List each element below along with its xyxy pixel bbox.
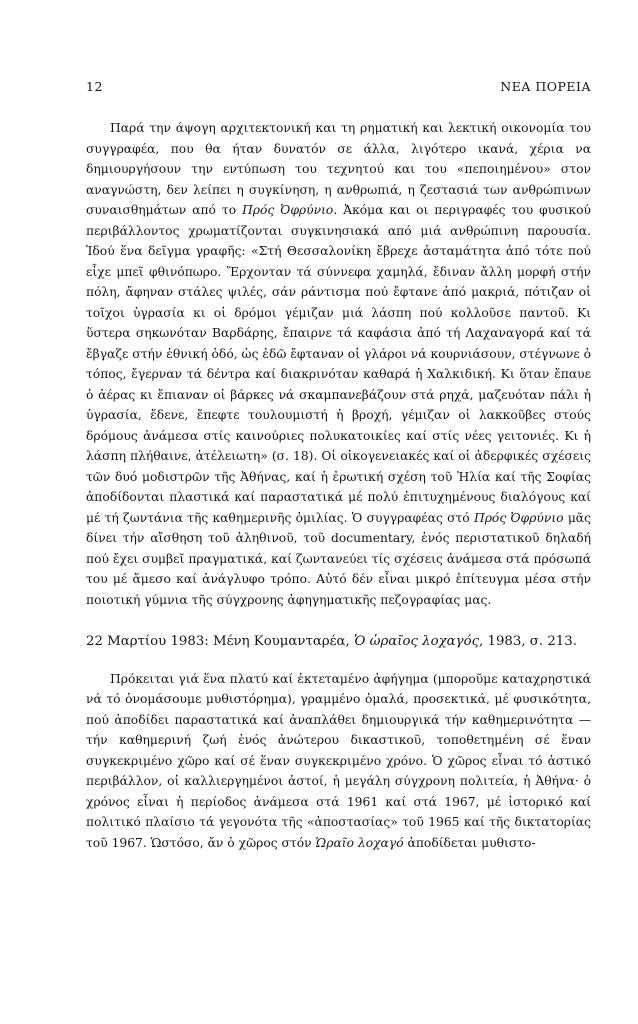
heading-book-title: Ὁ ὡραῖος λοχαγός: [353, 634, 480, 649]
paragraph-text: μᾶς δίνει τήν αἴσθηση τοῦ ἀληθινοῦ, τοῦ documentary, ἑνός περιστατικοῦ δηλαδή πού ἔχει συμβεῖ πραγματικά, καί ζωντανεύει τίς σχέσεις ἀνάμεσα στά πρόσωπά του μέ ἄμεσο καί ἀνάγλυφο τρόπο. Αὐτό δέν εἶναι μικρό ἐπίτευγμα μέσα στήν ποιοτική γύμνια τῆς σύγχρονης ἀφηγηματικῆς πεζογραφίας μας.: [86, 510, 591, 607]
book-title-italic: Πρός Ὀφρύνιο: [473, 510, 564, 525]
review-heading: [86, 632, 591, 653]
running-head: [86, 79, 591, 99]
text-column: [86, 118, 591, 853]
page-number: 12: [86, 79, 103, 94]
heading-date-author: 22 Μαρτίου 1983: Μένη Κουμανταρέα,: [86, 634, 350, 649]
paragraph-review-lochagos: [86, 669, 591, 854]
paragraph-text: . Ἀκόμα και οι περιγραφές του φυσικού περιβάλλοντος χρωματίζονται συγκινησιακά από μιά ανθρώπινη παρουσία. Ἰδού ἕνα δεῖγμα γραφῆς: «Στή Θεσσαλονίκη ἔβρεχε ἀσταμάτητα ἀπό τότε πού εἶχε μπεῖ φθινόπωρο. Ἔρχονταν τά σύννεφα χαμηλά, ἔδιναν ἄλλη μορφή στήν πόλη, ἄφηναν στάλες ψιλές, σάν ράντισμα πού ἔφτανε ἀπό μακριά, πότιζαν οἱ τοῖχοι ὑγρασία κι οἱ δρόμοι γέμιζαν μιά λάσπη πού κολλοῦσε παντοῦ. Κι ὕστερα σηκωνόταν Βαρδάρης, ἔπαιρνε τά καφάσια ἀπό τή Λαχαναγορά καί τά ἔβγαζε στήν ἐθνική ὁδό, ὡς ἐδῶ ἔφταναν οἱ γλάροι νά κουρνιάσουν, στέγνωνε ὁ τόπος, ἔγερναν τά δέντρα καί διακρινόταν καθαρά ἡ Χαλκιδική. Κι ὅταν ἔπαυε ὁ ἀέρας κι ἔπιαναν οἱ βάρκες νά σκαμπανεβάζουν στά ρηχά, μαζευόταν πάλι ἡ ὑγρασία, ἔδενε, ἔπεφτε τουλουμιστή ἡ βροχή, γέμιζαν οἱ λακκοῦβες στούς δρόμους ἀνάμεσα στίς καινούριες πολυκατοικίες καί στίς νέες γειτονιές. Κι ἡ λάσπη πλήθαινε, ἀτέλειωτη» (σ. 18). Οἱ οἰκογενειακές καί οἱ ἀδερφικές σχέσεις τῶν δυό μοδιστρῶν τῆς Ἀθήνας, καί ἡ ἐρωτική σχέση τοῦ Ἠλία καί τῆς Σοφίας ἀποδίδονται πλαστικά καί παραστατικά μέ πολύ ἐπιτυχημένους διαλόγους καί μέ τή ζωντάνια τῆς καθημερινῆς ὁμιλίας. Ὁ συγγραφέας στό: [86, 203, 591, 525]
paragraph-text: Πρόκειται γιά ἕνα πλατύ καί ἐκτεταμένο ἀφήγημα (μποροῦμε καταχρηστικά νά τό ὀνομάσουμε μυθιστόρημα), γραμμένο ὁμαλά, προσεκτικά, μέ φυσικότητα, πού ἀποδίδει παραστατικά καί ἀναπλάθει δημιουργικά τήν καθημερινότητα —τήν καθημερινή ζωή ἑνός ἀνώτερου δικαστικοῦ, τοποθετημένη σέ ἕναν συγκεκριμένο χῶρο καί σέ ἕναν συγκεκριμένο χρόνο. Ὁ χῶρος εἶναι τό ἀστικό περιβάλλον, οἱ καλλιεργημένοι ἀστοί, ἡ μεγάλη σύγχρονη πολιτεία, ἡ Ἀθήνα· ὁ χρόνος εἶναι ἡ περίοδος ἀνάμεσα στά 1961 καί στά 1967, μέ ἱστορικό καί πολιτικό πλαίσιο τά γεγονότα τῆς «ἀποστασίας» τοῦ 1965 καί τῆς δικτατορίας τοῦ 1967. Ὡστόσο, ἄν ὁ χῶρος στόν: [86, 671, 591, 850]
journal-title: ΝΕΑ ΠΟΡΕΙΑ: [500, 79, 591, 94]
paragraph-review-ofrynio: [86, 118, 591, 610]
paragraph-text: Παρά την άψογη αρχιτεκτονική και τη ρηματική και λεκτική οικονομία του συγγραφέα, που θα ήταν δυνατόν σε άλλα, λιγότερο ικανά, χέρια να δημιουργήσουν την εντύπωση του τεχνητού και του «πεποιημένου» στον αναγνώστη, δεν λείπει η συγκίνηση, η ανθρωπιά, η ζεστασιά των ανθρώπινων συναισθημάτων από το: [86, 121, 591, 217]
book-title-italic: Πρός Ὀφρύνιο: [242, 203, 334, 217]
heading-pub-info: , 1983, σ. 213.: [479, 634, 577, 649]
paragraph-text: ἀποδίδεται μυθιστο-: [407, 835, 536, 850]
book-title-italic: Ὡραῖο λοχαγό: [315, 835, 404, 850]
